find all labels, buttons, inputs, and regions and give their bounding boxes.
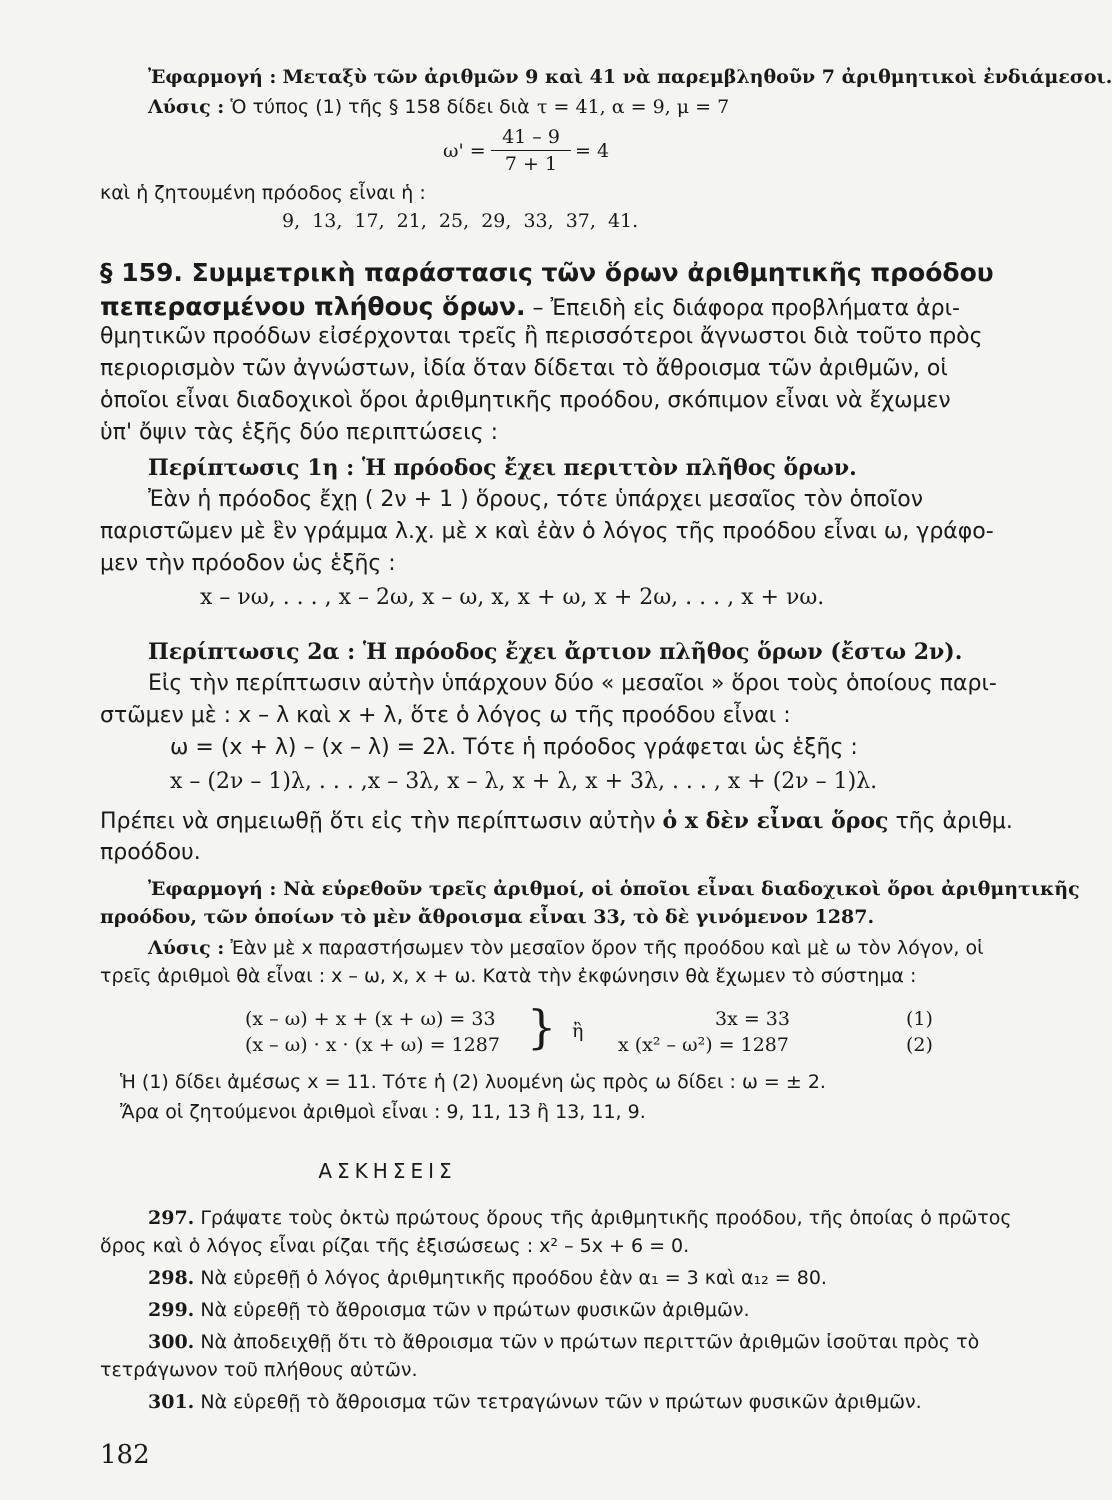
formula-rhs: = 4 bbox=[575, 140, 610, 162]
given-values: τ = 41, α = 9, μ = 7 bbox=[537, 96, 730, 118]
application-2-solution-line2: τρεῖς ἀριθμοὶ θὰ εἶναι : x – ω, x, x + ω. Κατὰ τὴν ἐκφώνησιν θὰ ἔχωμεν τὸ σύστημα : bbox=[100, 965, 917, 987]
exercise-number: 300. bbox=[148, 1331, 195, 1353]
fraction-numerator: 41 – 9 bbox=[502, 126, 560, 148]
exercise-300-continued: τετράγωνον τοῦ πλήθους αὐτῶν. bbox=[100, 1359, 418, 1381]
system-or: ἢ bbox=[572, 1020, 584, 1042]
equation-number-1: (1) bbox=[906, 1008, 933, 1030]
application-1 bbox=[148, 66, 1112, 88]
application-2 bbox=[148, 878, 1080, 900]
exercise-297 bbox=[148, 1207, 1012, 1229]
solution-label: Λύσις : bbox=[148, 96, 225, 118]
exercise-text: Νὰ εὑρεθῇ τὸ ἄθροισμα τῶν τετραγώνων τῶν ν πρώτων φυσικῶν ἀριθμῶν. bbox=[200, 1391, 922, 1413]
paragraph-line: θμητικῶν προόδων εἰσέρχονται τρεῖς ἢ περισσότεροι ἄγνωστοι διὰ τοῦτο πρὸς bbox=[100, 324, 983, 349]
equation-number-2: (2) bbox=[906, 1034, 933, 1056]
exercise-300 bbox=[148, 1331, 980, 1353]
exercise-298 bbox=[148, 1267, 935, 1289]
note-start: Πρέπει νὰ σημειωθῇ ὅτι εἰς τὴν περίπτωσιν αὐτὴν bbox=[100, 809, 663, 834]
fraction-bar bbox=[491, 150, 571, 151]
case-2-line: ω = (x + λ) – (x – λ) = 2λ. Τότε ἡ πρόοδος γράφεται ὡς ἑξῆς : bbox=[170, 735, 858, 760]
section-heading-continued: πεπερασμένου πλήθους ὅρων. bbox=[100, 292, 526, 321]
application-2-answer: Ἄρα οἱ ζητούμενοι ἀριθμοὶ εἶναι : 9, 11, 13 ἢ 13, 11, 9. bbox=[120, 1101, 646, 1123]
progression-intro: καὶ ἡ ζητουμένη πρόοδος εἶναι ἡ : bbox=[100, 182, 426, 204]
paragraph-line: περιορισμὸν τῶν ἀγνώστων, ἰδία ὅταν δίδεται τὸ ἄθροισμα τῶν ἀριθμῶν, οἱ bbox=[100, 356, 948, 381]
application-2-solution-label: Λύσις : bbox=[148, 937, 225, 959]
case-1-line: παριστῶμεν μὲ ἓν γράμμα λ.χ. μὲ x καὶ ἐὰν ὁ λόγος τῆς προόδου εἶναι ω, γράφο- bbox=[100, 519, 994, 544]
exercise-text: Νὰ ἀποδειχθῇ ὅτι τὸ ἄθροισμα τῶν ν πρώτων περιττῶν ἀριθμῶν ἰσοῦται πρὸς τὸ bbox=[200, 1331, 980, 1353]
case-2-title: Περίπτωσις 2α : Ἡ πρόοδος ἔχει ἄρτιον πλῆθος ὅρων (ἔστω 2ν). bbox=[148, 639, 963, 665]
application-2-text-line2: προόδου, τῶν ὁποίων τὸ μὲν ἄθροισμα εἶναι 33, τὸ δὲ γινόμενον 1287. bbox=[100, 906, 875, 928]
case-1-formula: x – νω, . . . , x – 2ω, x – ω, x, x + ω, x + 2ω, . . . , x + νω. bbox=[200, 585, 825, 610]
system-right-1: 3x = 33 bbox=[715, 1008, 790, 1030]
system-brace: } bbox=[527, 1000, 557, 1054]
case-2-note bbox=[100, 808, 1013, 834]
application-label: Ἐφαρμογή : bbox=[148, 66, 277, 88]
fraction-denominator: 7 + 1 bbox=[504, 153, 558, 175]
application-2-solution-text: Ἐὰν μὲ x παραστήσωμεν τὸν μεσαῖον ὅρον τῆς προόδου καὶ μὲ ω τὸν λόγον, οἱ bbox=[230, 937, 984, 959]
paragraph-line: ὁποῖοι εἶναι διαδοχικοὶ ὅροι ἀριθμητικῆς προόδου, σκόπιμον εἶναι νὰ ἔχωμεν bbox=[100, 388, 951, 413]
page-number: 182 bbox=[100, 1440, 150, 1470]
exercise-301 bbox=[148, 1391, 935, 1413]
exercise-text: Νὰ εὑρεθῇ ὁ λόγος ἀριθμητικῆς προόδου ἐὰν α₁ = 3 καὶ α₁₂ = 80. bbox=[200, 1267, 827, 1289]
formula-fraction bbox=[491, 126, 571, 175]
case-1-title: Περίπτωσις 1η : Ἡ πρόοδος ἔχει περιττὸν πλῆθος ὅρων. bbox=[148, 455, 857, 481]
application-2-solution bbox=[148, 937, 984, 959]
formula-lhs: ω' = bbox=[443, 140, 486, 162]
section-heading: § 159. Συμμετρικὴ παράστασις τῶν ὅρων ἀριθμητικῆς προόδου bbox=[100, 258, 994, 287]
case-1-line: Ἐὰν ἡ πρόοδος ἔχῃ ( 2ν + 1 ) ὅρους, τότε ὑπάρχει μεσαῖος τὸν ὁποῖον bbox=[148, 487, 924, 512]
system-left-2: (x – ω) · x · (x + ω) = 1287 bbox=[245, 1034, 500, 1056]
application-2-result: Ἡ (1) δίδει ἀμέσως x = 11. Τότε ἡ (2) λυομένη ὡς πρὸς ω δίδει : ω = ± 2. bbox=[120, 1071, 826, 1093]
exercises-heading: ΑΣΚΗΣΕΙΣ bbox=[318, 1159, 457, 1183]
case-2-line: στῶμεν μὲ : x – λ καὶ x + λ, ὅτε ὁ λόγος ω τῆς προόδου εἶναι : bbox=[100, 703, 791, 728]
exercise-number: 299. bbox=[148, 1299, 195, 1321]
solution-text: Ὁ τύπος (1) τῆς § 158 δίδει διὰ bbox=[230, 96, 530, 118]
application-text: Μεταξὺ τῶν ἀριθμῶν 9 καὶ 41 νὰ παρεμβληθοῦν 7 ἀριθμητικοὶ ἐνδιάμεσοι. bbox=[282, 66, 1112, 88]
progression-result: 9, 13, 17, 21, 25, 29, 33, 37, 41. bbox=[282, 210, 639, 232]
note-end: τῆς ἀριθμ. bbox=[888, 809, 1013, 834]
exercise-text: Νὰ εὑρεθῇ τὸ ἄθροισμα τῶν ν πρώτων φυσικῶν ἀριθμῶν. bbox=[200, 1299, 750, 1321]
note-bold: ὁ x δὲν εἶναι ὅρος bbox=[662, 808, 889, 834]
case-1-line: μεν τὴν πρόοδον ὡς ἑξῆς : bbox=[100, 551, 396, 576]
case-2-line: Εἰς τὴν περίπτωσιν αὐτὴν ὑπάρχουν δύο « μεσαῖοι » ὅροι τοὺς ὁποίους παρι- bbox=[148, 671, 997, 696]
paragraph-line: ὑπ' ὄψιν τὰς ἑξῆς δύο περιπτώσεις : bbox=[100, 420, 499, 445]
exercise-297-continued: ὅρος καὶ ὁ λόγος εἶναι ρίζαι τῆς ἐξισώσεως : x² – 5x + 6 = 0. bbox=[100, 1235, 690, 1257]
section-heading-line2 bbox=[100, 292, 960, 321]
case-2-note-line2: προόδου. bbox=[100, 840, 201, 865]
exercise-text: Γράψατε τοὺς ὀκτὼ πρώτους ὅρους τῆς ἀριθμητικῆς προόδου, τῆς ὁποίας ὁ πρῶτος bbox=[200, 1207, 1012, 1229]
exercise-number: 297. bbox=[148, 1207, 195, 1229]
exercise-number: 301. bbox=[148, 1391, 195, 1413]
exercise-299 bbox=[148, 1299, 935, 1321]
case-2-formula: x – (2ν – 1)λ, . . . ,x – 3λ, x – λ, x + λ, x + 3λ, . . . , x + (2ν – 1)λ. bbox=[170, 769, 878, 794]
system-left-1: (x – ω) + x + (x + ω) = 33 bbox=[245, 1008, 496, 1030]
section-intro-start: – Ἐπειδὴ εἰς διάφορα προβλήματα ἀρι- bbox=[525, 296, 960, 321]
exercise-number: 298. bbox=[148, 1267, 195, 1289]
system-right-2: x (x² – ω²) = 1287 bbox=[618, 1034, 789, 1056]
application-2-text: Νὰ εὑρεθοῦν τρεῖς ἀριθμοί, οἱ ὁποῖοι εἶναι διαδοχικοὶ ὅροι ἀριθμητικῆς bbox=[283, 878, 1080, 900]
application-2-label: Ἐφαρμογή : bbox=[148, 878, 277, 900]
